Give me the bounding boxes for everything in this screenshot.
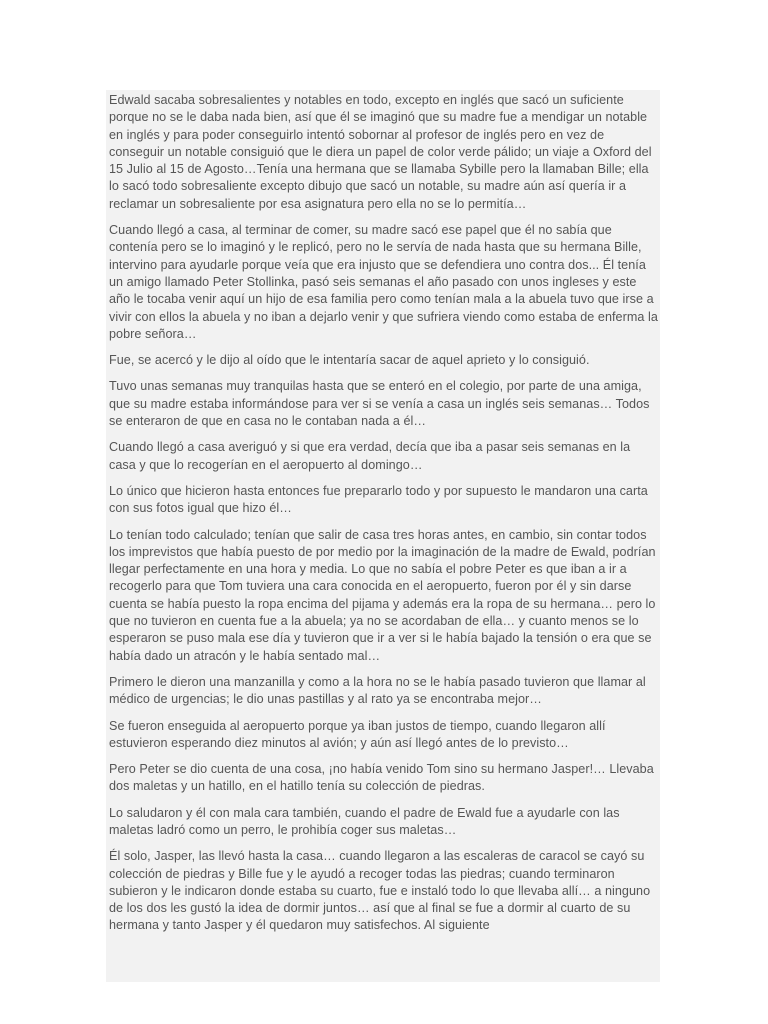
paragraph-5: Cuando llegó a casa averiguó y si que era verdad, decía que iba a pasar seis semanas en la casa y que lo recogerían en el aeropuerto al domingo…	[109, 440, 631, 472]
paragraph-3: Fue, se acercó y le dijo al oído que le intentaría sacar de aquel aprieto y lo consiguió.	[109, 353, 590, 368]
paragraph-10: Pero Peter se dio cuenta de una cosa, ¡no había venido Tom sino su hermano Jasper!… Llevaba dos maletas y un hatillo, en el hatillo tenía su colección de piedras.	[109, 762, 654, 794]
paragraph-11: Lo saludaron y él con mala cara también, cuando el padre de Ewald fue a ayudarle con las maletas ladró como un perro, le prohibía coger sus maletas…	[109, 805, 620, 837]
text-block	[106, 90, 660, 982]
paragraph-6: Lo único que hicieron hasta entonces fue prepararlo todo y por supuesto le mandaron una carta con sus fotos igual que hizo él…	[109, 483, 648, 516]
paragraph-7: Lo tenían todo calculado; tenían que salir de casa tres horas antes, en cambio, sin contar todos los imprevistos que había puesto de por medio por la imaginación de la madre de Ewald, podrían llegar perfectamente en una hora y media. Lo que no sabía el pobre Peter es que iban a ir a recogerlo para que Tom tuviera una cara conocida en el aeropuerto, fueron por él y sin darse cuenta se había puesto la ropa encima del pijama y además era la ropa de su hermana… pero lo que no tuvieron en cuenta fue a la abuela; ya no se acordaban de ella… y cuanto menos se lo esperaron se puso mala ese día y tuvieron que ir a ver si le había bajado la tensión o era que se había dado un atracón y le había sentado mal…	[109, 527, 656, 663]
paragraph-4: Tuvo unas semanas muy tranquilas hasta que se enteró en el colegio, por parte de una amiga, que su madre estaba informándose para ver si se venía a casa un inglés seis semanas… Todos se enteraron de que en casa no le contaban nada a él…	[109, 379, 650, 429]
paragraph-12: Él solo, Jasper, las llevó hasta la casa… cuando llegaron a las escaleras de caracol se cayó su colección de piedras y Bille fue y le ayudó a recoger todas las piedras; cuando terminaron subieron y le indicaron donde estaba su cuarto, fue e instaló todo lo que llevaba allí… a ninguno de los dos les gustó la idea de dormir juntos… así que al final se fue a dormir al cuarto de su hermana y tanto Jasper y él quedaron muy satisfechos. Al siguiente	[109, 849, 651, 933]
paragraph-1: Edwald sacaba sobresalientes y notables en todo, excepto en inglés que sacó un suficiente porque no se le daba nada bien, así que él se imaginó que su madre fue a mendigar un notable en inglés y para poder conseguirlo intentó sobornar al profesor de inglés pero en vez de conseguir un notable consiguió que le diera un papel de color verde pálido; un viaje a Oxford del 15 Julio al 15 de Agosto…Tenía una hermana que se llamaba Sybille pero la llamaban Bille; ella lo sacó todo sobresaliente excepto dibujo que sacó un notable, su madre aún así quería ir a reclamar un sobresaliente por esa asignatura pero ella no se lo permitía…	[109, 93, 652, 211]
paragraph-2: Cuando llegó a casa, al terminar de comer, su madre sacó ese papel que él no sabía que contenía pero se lo imaginó y le replicó, pero no le servía de nada hasta que su hermana Bille, intervino para ayudarle porque veía que era injusto que se defendiera uno contra dos... Él tenía un amigo llamado Peter Stollinka, pasó seis semanas el año pasado con unos ingleses y este año le tocaba venir aquí un hijo de esa familia pero como tenían mala a la abuela tuvo que irse a vivir con ellos la abuela y no iban a dejarlo venir y que sufriera viendo como estaba de enferma la pobre señora…	[109, 223, 658, 341]
paragraph-8: Primero le dieron una manzanilla y como a la hora no se le había pasado tuvieron que llamar al médico de urgencias; le dio unas pastillas y al rato ya se encontraba mejor…	[109, 674, 646, 707]
paragraph-9: Se fueron enseguida al aeropuerto porque ya iban justos de tiempo, cuando llegaron allí estuvieron esperando diez minutos al avión; y aún así llegó antes de lo previsto…	[109, 718, 606, 750]
